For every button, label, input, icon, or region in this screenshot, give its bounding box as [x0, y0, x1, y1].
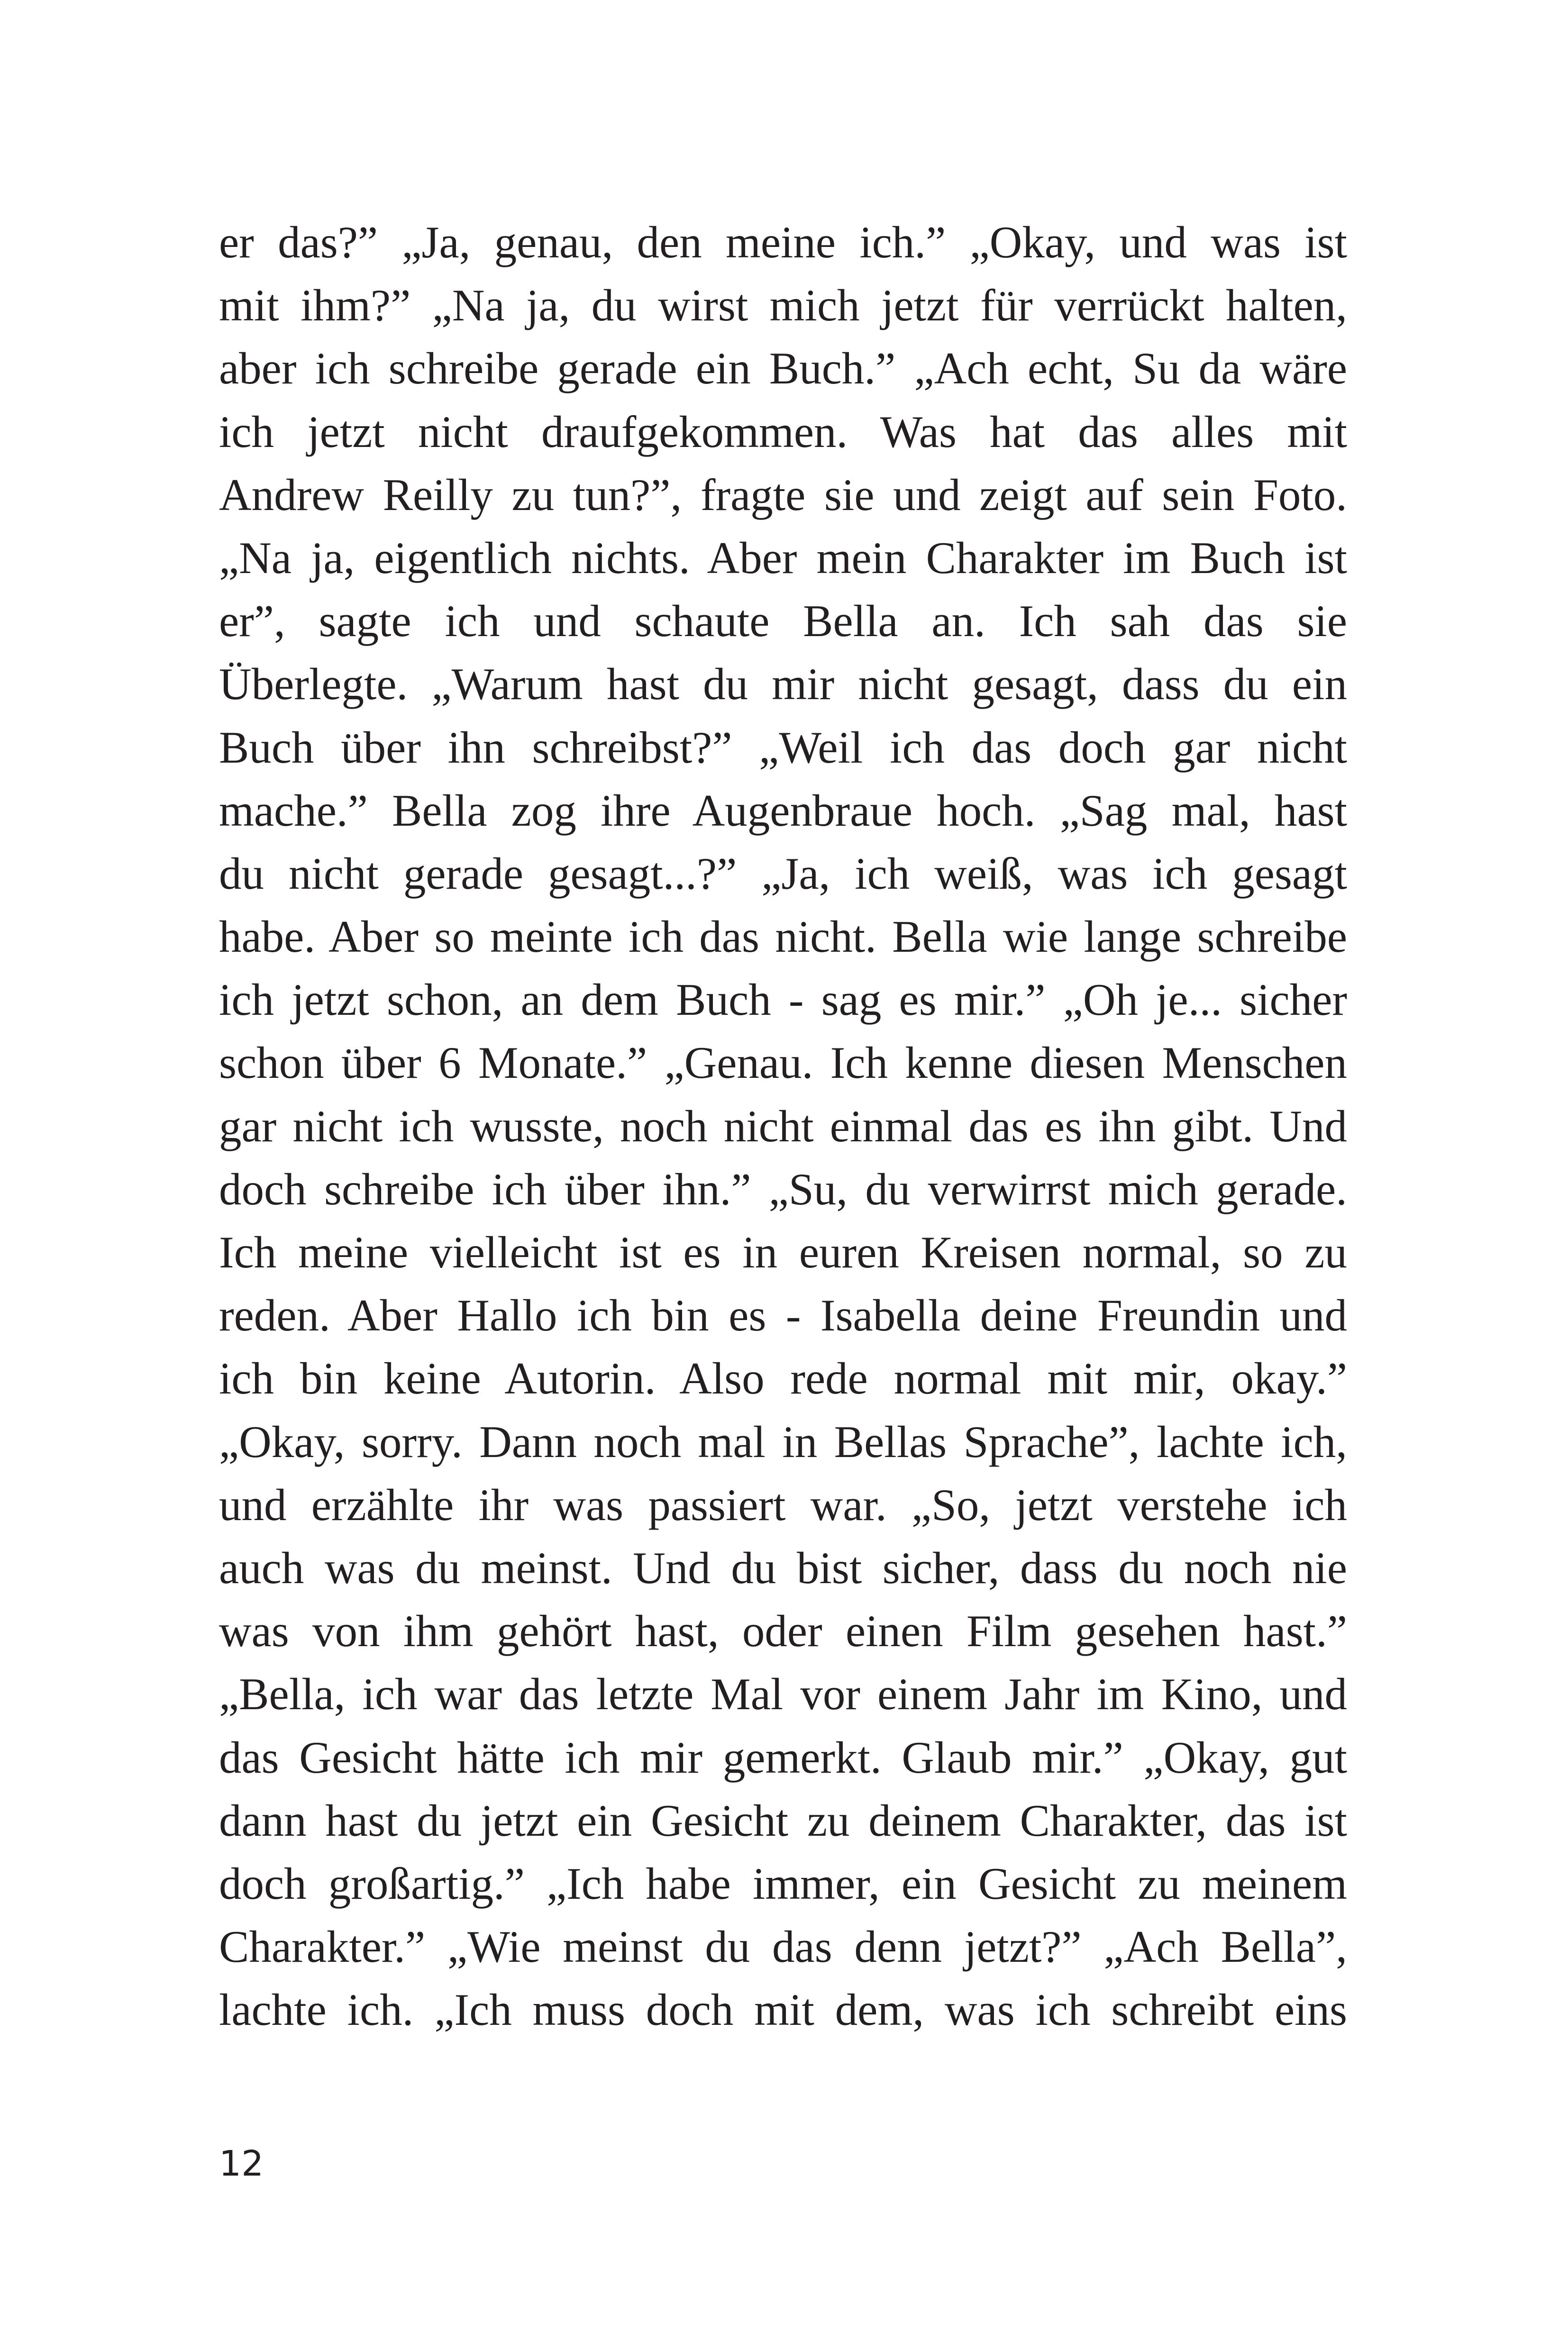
text-line: aber ich schreibe gerade ein Buch.” „Ach echt, Su da wäre [219, 343, 1347, 394]
text-line: Ich meine vielleicht ist es in euren Kreisen normal, so zu [219, 1227, 1347, 1277]
text-line: ich jetzt schon, an dem Buch - sag es mir.” „Oh je... sicher [219, 975, 1347, 1025]
text-line: mache.” Bella zog ihre Augenbraue hoch. „Sag mal, hast [219, 785, 1347, 836]
text-line: reden. Aber Hallo ich bin es - Isabella deine Freundin und [219, 1290, 1347, 1341]
text-line: das Gesicht hätte ich mir gemerkt. Glaub mir.” „Okay, gut [219, 1732, 1347, 1783]
page-number: 12 [219, 2143, 264, 2184]
text-line: ich jetzt nicht draufgekommen. Was hat das alles mit [219, 406, 1347, 457]
text-line: dann hast du jetzt ein Gesicht zu deinem Charakter, das ist [219, 1795, 1347, 1846]
text-line: ich bin keine Autorin. Also rede normal mit mir, okay.” [219, 1353, 1347, 1404]
text-line: schon über 6 Monate.” „Genau. Ich kenne diesen Menschen [219, 1038, 1347, 1088]
text-line: „Bella, ich war das letzte Mal vor einem Jahr im Kino, und [219, 1669, 1347, 1720]
text-line: Charakter.” „Wie meinst du das denn jetzt?” „Ach Bella”, [219, 1922, 1347, 1972]
text-line: Andrew Reilly zu tun?”, fragte sie und zeigt auf sein Foto. [219, 469, 1347, 520]
text-line: was von ihm gehört hast, oder einen Film gesehen hast.” [219, 1606, 1347, 1657]
text-line: lachte ich. „Ich muss doch mit dem, was ich schreibt eins [219, 1985, 1347, 2035]
text-line: Überlegte. „Warum hast du mir nicht gesagt, dass du ein [219, 659, 1347, 710]
text-line: und erzählte ihr was passiert war. „So, jetzt verstehe ich [219, 1479, 1347, 1530]
text-line: er”, sagte ich und schaute Bella an. Ich sah das sie [219, 596, 1347, 647]
text-line: „Okay, sorry. Dann noch mal in Bellas Sprache”, lachte ich, [219, 1416, 1347, 1467]
text-line: „Na ja, eigentlich nichts. Aber mein Charakter im Buch ist [219, 532, 1347, 583]
text-line: auch was du meinst. Und du bist sicher, dass du noch nie [219, 1542, 1347, 1593]
text-line: gar nicht ich wusste, noch nicht einmal das es ihn gibt. Und [219, 1101, 1347, 1151]
body-text [219, 211, 1347, 2041]
text-line: habe. Aber so meinte ich das nicht. Bella wie lange schreibe [219, 911, 1347, 962]
text-line: du nicht gerade gesagt...?” „Ja, ich weiß, was ich gesagt [219, 848, 1347, 899]
text-line: mit ihm?” „Na ja, du wirst mich jetzt für verrückt halten, [219, 280, 1347, 331]
text-line: er das?” „Ja, genau, den meine ich.” „Okay, und was ist [219, 217, 1347, 267]
text-line: doch schreibe ich über ihn.” „Su, du verwirrst mich gerade. [219, 1164, 1347, 1214]
text-line: doch großartig.” „Ich habe immer, ein Gesicht zu meinem [219, 1858, 1347, 1909]
text-line: Buch über ihn schreibst?” „Weil ich das doch gar nicht [219, 722, 1347, 773]
